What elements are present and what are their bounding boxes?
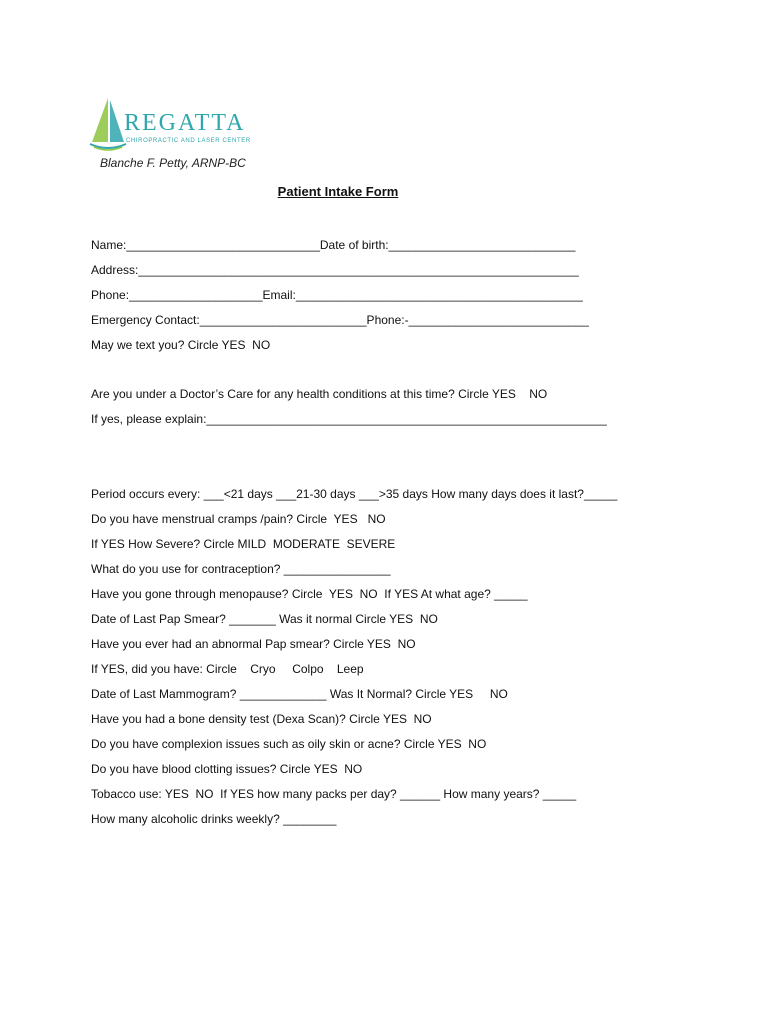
menopause-line[interactable]: Have you gone through menopause? Circle YES NO If YES At what age? _____	[91, 587, 528, 601]
abnormal-pap-line[interactable]: Have you ever had an abnormal Pap smear? Circle YES NO	[91, 637, 416, 651]
procedure-line[interactable]: If YES, did you have: Circle Cryo Colpo Leep	[91, 662, 364, 676]
logo-tagline: CHIROPRACTIC AND LASER CENTER	[126, 138, 251, 144]
form-title: Patient Intake Form	[277, 184, 399, 199]
doctors-care-line[interactable]: Are you under a Doctor’s Care for any health conditions at this time? Circle YES NO	[91, 387, 548, 401]
sailboat-icon	[88, 96, 128, 152]
complexion-line[interactable]: Do you have complexion issues such as oily skin or acne? Circle YES NO	[91, 737, 487, 751]
emergency-contact-line[interactable]: Emergency Contact:_________________________Phone:-___________________________	[91, 313, 589, 327]
text-consent-line[interactable]: May we text you? Circle YES NO	[91, 338, 271, 352]
tobacco-line[interactable]: Tobacco use: YES NO If YES how many packs per day? ______ How many years? _____	[91, 787, 577, 801]
blood-clotting-line[interactable]: Do you have blood clotting issues? Circle YES NO	[91, 762, 363, 776]
name-dob-line[interactable]: Name:_____________________________Date of birth:____________________________	[91, 238, 576, 252]
cramps-line[interactable]: Do you have menstrual cramps /pain? Circle YES NO	[91, 512, 386, 526]
alcohol-line[interactable]: How many alcoholic drinks weekly? ________	[91, 812, 337, 826]
explain-line[interactable]: If yes, please explain:____________________________________________________________	[91, 412, 607, 426]
contraception-line[interactable]: What do you use for contraception? ________________	[91, 562, 391, 576]
bone-density-line[interactable]: Have you had a bone density test (Dexa Scan)? Circle YES NO	[91, 712, 432, 726]
address-line[interactable]: Address:__________________________________________________________________	[91, 263, 579, 277]
logo-wordmark: REGATTA	[124, 110, 246, 136]
phone-email-line[interactable]: Phone:____________________Email:___________________________________________	[91, 288, 583, 302]
pap-smear-line[interactable]: Date of Last Pap Smear? _______ Was it normal Circle YES NO	[91, 612, 438, 626]
provider-name: Blanche F. Petty, ARNP-BC	[100, 156, 246, 170]
period-line[interactable]: Period occurs every: ___<21 days ___21-30 days ___>35 days How many days does it last?_____	[91, 487, 618, 501]
mammogram-line[interactable]: Date of Last Mammogram? _____________ Was It Normal? Circle YES NO	[91, 687, 508, 701]
regatta-logo	[88, 96, 251, 152]
severity-line[interactable]: If YES How Severe? Circle MILD MODERATE SEVERE	[91, 537, 396, 551]
